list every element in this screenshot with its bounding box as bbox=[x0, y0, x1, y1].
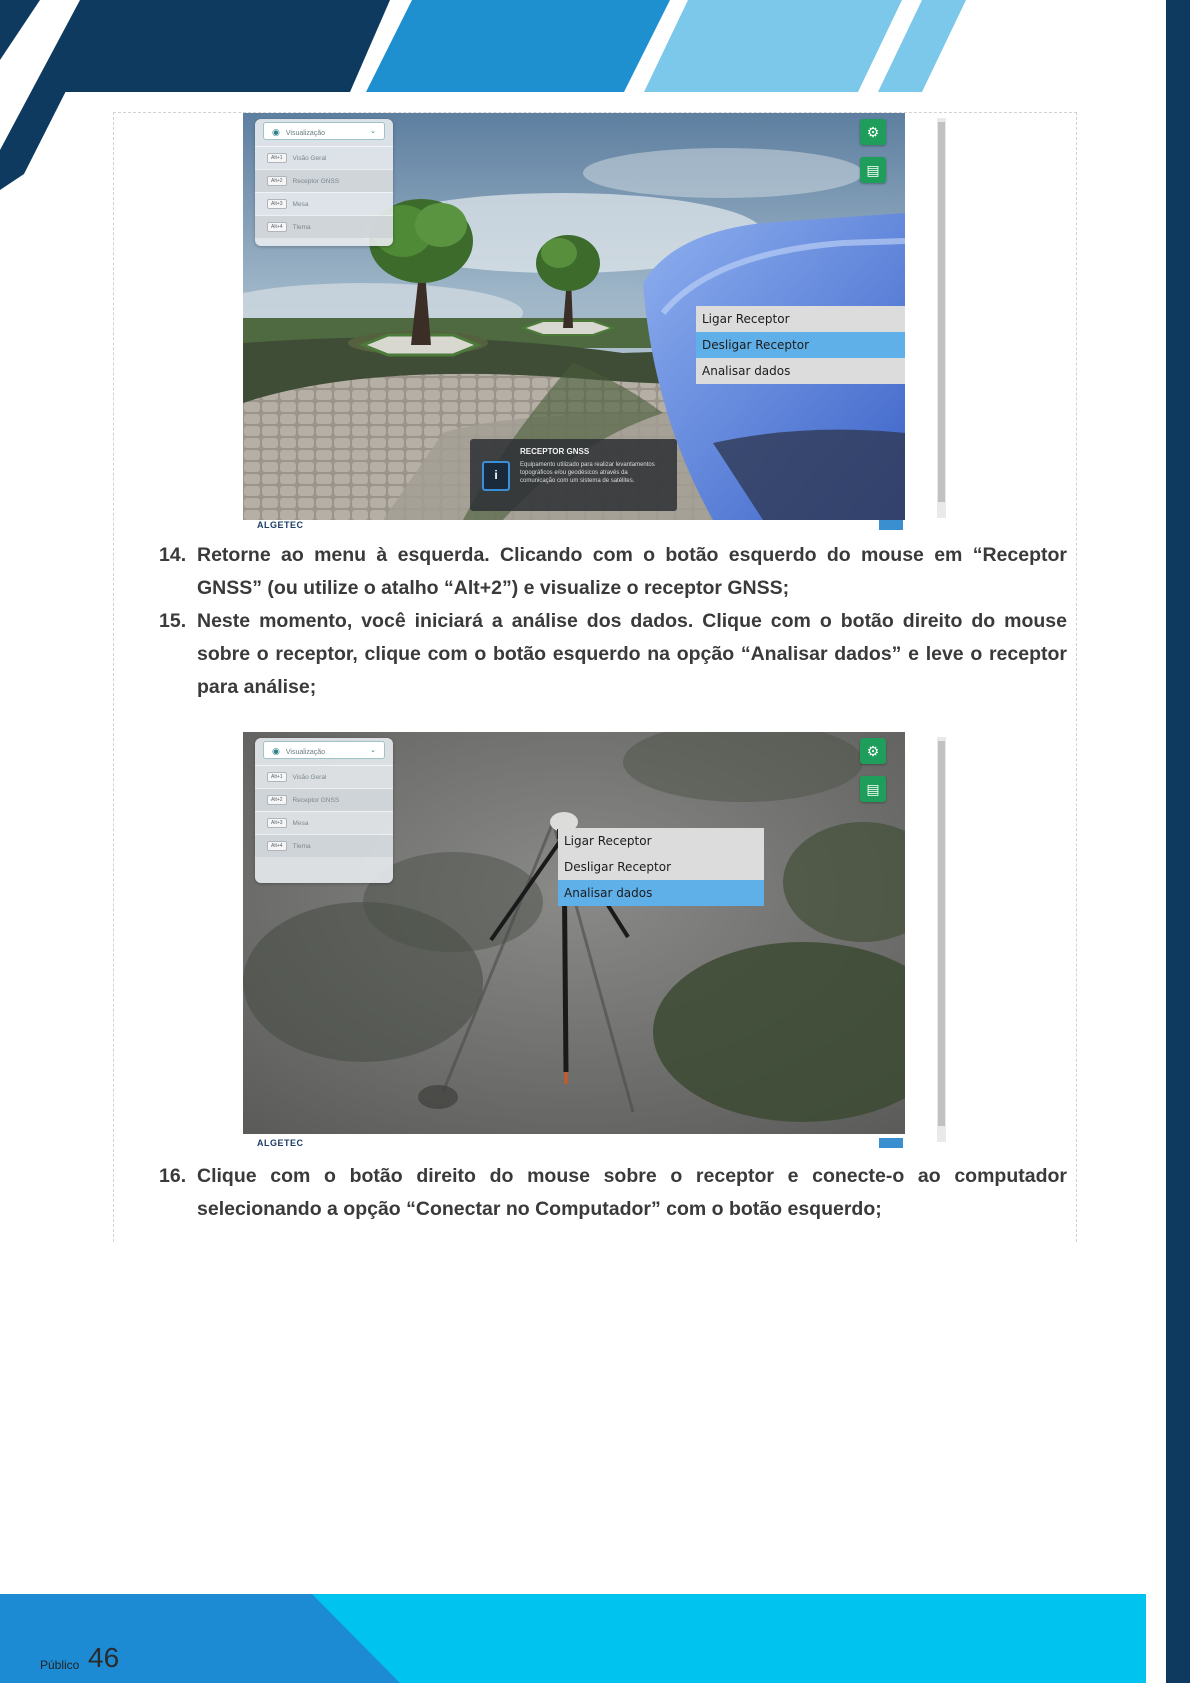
algetec-logo: ALGETEC bbox=[257, 520, 304, 530]
eye-icon: ◉ bbox=[272, 746, 280, 756]
footer-banner bbox=[0, 1594, 1190, 1683]
scene-view-2 bbox=[243, 732, 905, 1134]
gear-icon: ⚙ bbox=[866, 743, 880, 759]
info-panel: i RECEPTOR GNSS Equipamento utilizado para realizar levantamentos topográficos e/ou geodésicos através da comunicação com um sistema de satélites. bbox=[470, 439, 677, 511]
option-desligar-receptor[interactable]: Desligar Receptor bbox=[696, 332, 905, 358]
visualization-dropdown[interactable]: ◉ Visualização ⌄ bbox=[263, 122, 385, 140]
option-ligar-receptor[interactable]: Ligar Receptor bbox=[558, 828, 764, 854]
context-menu bbox=[696, 306, 905, 384]
menu-item-visao-geral[interactable]: Alt+1 Visão Geral bbox=[255, 765, 393, 788]
menu-item-receptor-gnss[interactable]: Alt+2 Receptor GNSS bbox=[255, 169, 393, 192]
gear-icon: ⚙ bbox=[866, 124, 880, 140]
option-analisar-dados[interactable]: Analisar dados bbox=[696, 358, 905, 384]
step-16: 16. Clique com o botão direito do mouse sobre o receptor e conecte-o ao computador selecionando a opção “Conectar no Computador” com o botão esquerdo; bbox=[159, 1165, 1067, 1220]
step-15: 15. Neste momento, você iniciará a análise dos dados. Clique com o botão direito do mouse sobre o receptor, clique com o botão esquerdo na opção “Analisar dados” e leve o receptor para análise; bbox=[159, 610, 1067, 698]
option-ligar-receptor[interactable]: Ligar Receptor bbox=[696, 306, 905, 332]
chevron-down-icon: ⌄ bbox=[370, 128, 376, 135]
settings-button[interactable] bbox=[860, 738, 886, 764]
scene-view-1 bbox=[243, 113, 905, 520]
corner-button[interactable] bbox=[879, 520, 903, 530]
simulation-screenshot-1 bbox=[243, 113, 953, 530]
vertical-scrollbar[interactable] bbox=[937, 737, 946, 1142]
menu-item-visao-geral[interactable]: Alt+1 Visão Geral bbox=[255, 146, 393, 169]
corner-button[interactable] bbox=[879, 1138, 903, 1148]
visualization-menu bbox=[255, 119, 393, 246]
menu-item-tlema[interactable]: Alt+4 Tlema bbox=[255, 834, 393, 857]
menu-item-mesa[interactable]: Alt+3 Mesa bbox=[255, 192, 393, 215]
chevron-down-icon: ⌄ bbox=[370, 747, 376, 754]
info-book-icon: i bbox=[482, 461, 510, 491]
menu-item-receptor-gnss[interactable]: Alt+2 Receptor GNSS bbox=[255, 788, 393, 811]
visualization-menu bbox=[255, 738, 393, 883]
notebook-button[interactable] bbox=[860, 776, 886, 802]
settings-button[interactable] bbox=[860, 119, 886, 145]
option-desligar-receptor[interactable]: Desligar Receptor bbox=[558, 854, 764, 880]
page-number: 46 bbox=[88, 1642, 120, 1673]
vertical-scrollbar[interactable] bbox=[937, 118, 946, 518]
right-edge-bar bbox=[1166, 0, 1190, 1683]
step-14: 14. Retorne ao menu à esquerda. Clicando com o botão esquerdo do mouse em “Receptor GNSS” (ou utilize o atalho “Alt+2”) e visualize o receptor GNSS; bbox=[159, 544, 1067, 599]
notebook-icon: ▤ bbox=[866, 781, 880, 797]
classification-label: Público bbox=[40, 1658, 80, 1672]
menu-item-tlema[interactable]: Alt+4 Tlema bbox=[255, 215, 393, 238]
visualization-dropdown[interactable]: ◉ Visualização ⌄ bbox=[263, 741, 385, 759]
notebook-icon: ▤ bbox=[866, 162, 880, 178]
option-analisar-dados[interactable]: Analisar dados bbox=[558, 880, 764, 906]
simulation-screenshot-2 bbox=[243, 732, 953, 1150]
algetec-logo: ALGETEC bbox=[257, 1138, 304, 1148]
eye-icon: ◉ bbox=[272, 127, 280, 137]
notebook-button[interactable] bbox=[860, 157, 886, 183]
menu-item-mesa[interactable]: Alt+3 Mesa bbox=[255, 811, 393, 834]
context-menu bbox=[558, 828, 764, 906]
